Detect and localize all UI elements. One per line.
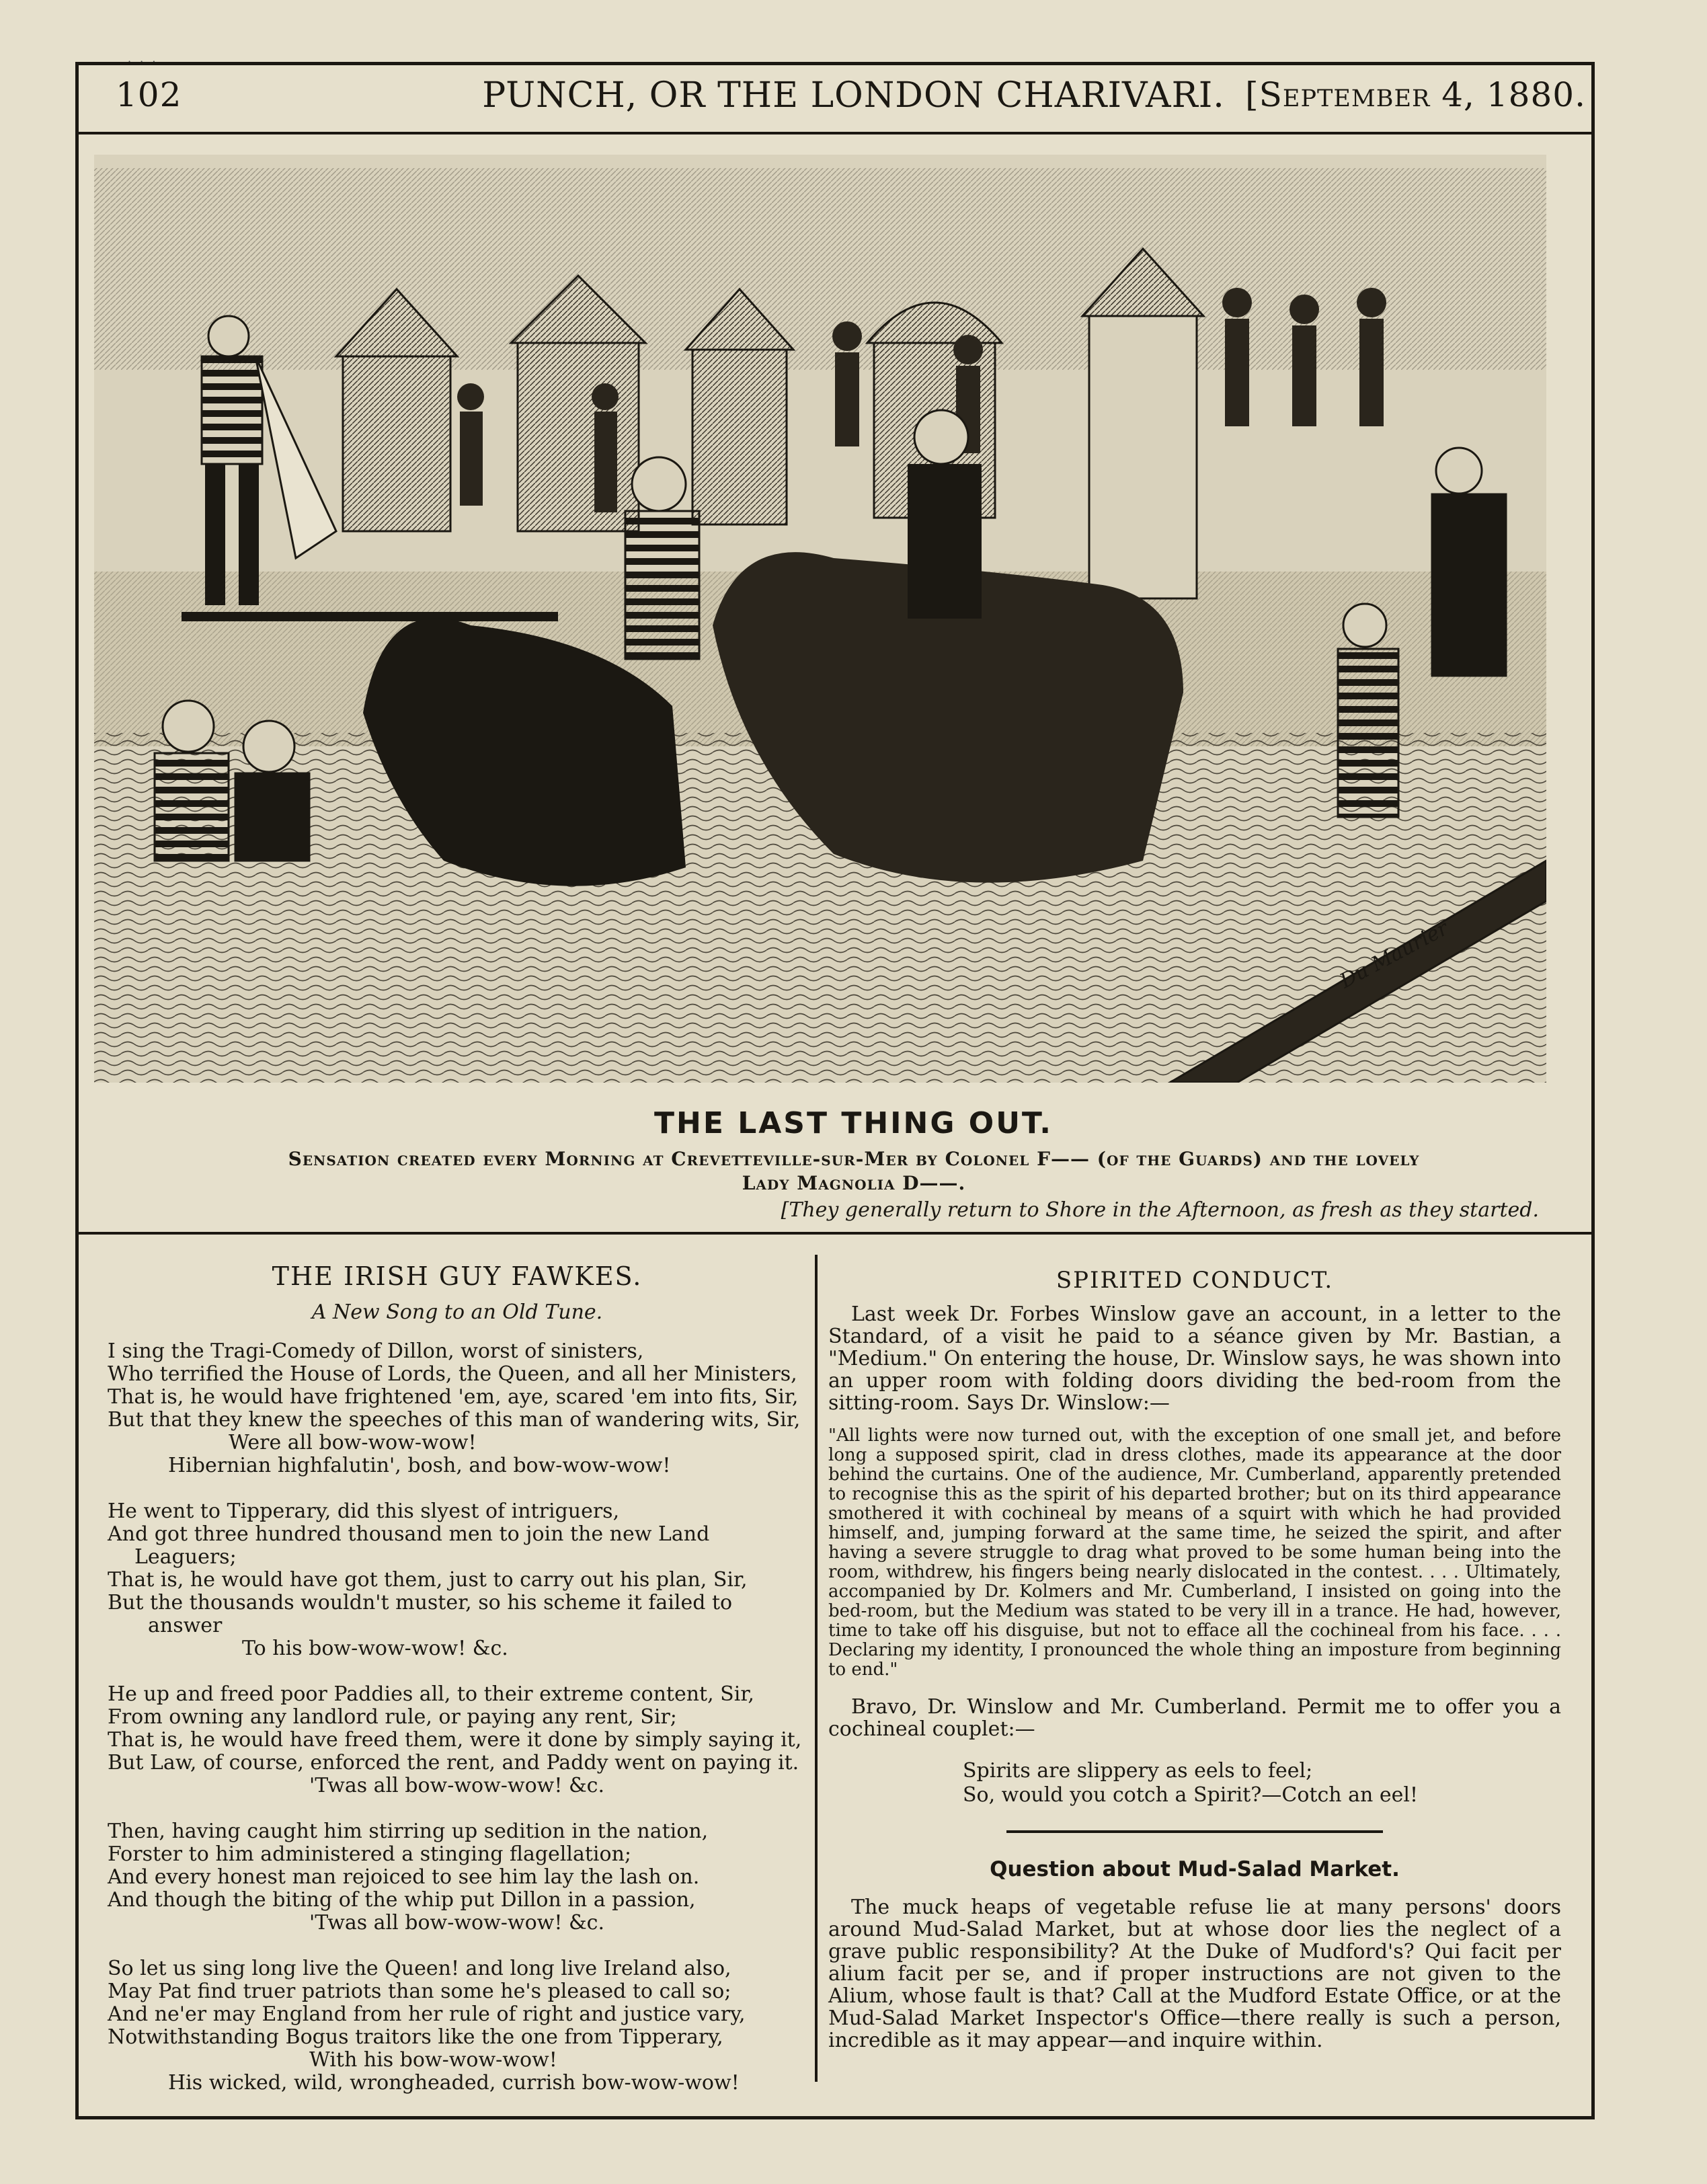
- poem-stanza-4: [108, 1820, 807, 1935]
- poem-line: With his bow-wow-wow!: [309, 2048, 557, 2072]
- article-paragraph: Last week Dr. Forbes Winslow gave an account, in a letter to the Standard, of a visit he paid to a séance given by Mr. Bastian, a "Medium." On entering the house, Dr. Winslow says, he was shown into an upper room with folding doors dividing the bed-room from the sitting-room. Says Dr. Winslow:—: [828, 1302, 1561, 1415]
- article-title-mud-salad: Question about Mud-Salad Market.: [990, 1857, 1400, 1881]
- section-rule: [79, 1232, 1591, 1235]
- couplet-line: So, would you cotch a Spirit?—Cotch an eel!: [963, 1783, 1419, 1807]
- page-number: 102: [116, 75, 182, 114]
- poem-stanza-1: [108, 1340, 807, 1477]
- cartoon-note: [They generally return to Shore in the Afternoon, as fresh as they started.: [781, 1198, 1539, 1222]
- poem-line: 'Twas all bow-wow-wow! &c.: [309, 1911, 604, 1935]
- poem-line: He went to Tipperary, did this slyest of intriguers,: [108, 1499, 620, 1523]
- right-column: [828, 1267, 1561, 2052]
- poem-line: 'Twas all bow-wow-wow! &c.: [309, 1774, 604, 1797]
- top-margin-marks: · · ·: [128, 55, 159, 68]
- cartoon-subtitle-line2: Lady Magnolia D——.: [742, 1172, 966, 1194]
- header-rule: [79, 132, 1591, 134]
- poem-line: Forster to him administered a stinging flagellation;: [108, 1842, 632, 1866]
- column-divider: [815, 1255, 818, 2082]
- cartoon-title: THE LAST THING OUT.: [654, 1106, 1053, 1140]
- poem-line: That is, he would have freed them, were it done by simply saying it,: [108, 1728, 802, 1752]
- poem-line: Were all bow-wow-wow!: [229, 1431, 477, 1454]
- poem-line: answer: [148, 1614, 223, 1637]
- poem-line: Hibernian highfalutin', bosh, and bow-wow-wow!: [168, 1454, 671, 1477]
- couplet-line: Spirits are slippery as eels to feel;: [963, 1759, 1313, 1783]
- beach-scene-drawing: [94, 155, 1546, 1083]
- cochineal-couplet: [828, 1759, 1561, 1807]
- poem-stanza-2: [108, 1500, 807, 1660]
- poem-stanza-3: [108, 1683, 807, 1797]
- poem-line: That is, he would have frightened 'em, aye, scared 'em into fits, Sir,: [108, 1385, 799, 1409]
- poem-line: I sing the Tragi-Comedy of Dillon, worst of sinisters,: [108, 1339, 644, 1363]
- poem-line: To his bow-wow-wow! &c.: [242, 1637, 508, 1660]
- poem-subtitle: A New Song to an Old Tune.: [311, 1300, 603, 1324]
- poem-line: Leaguers;: [134, 1545, 237, 1569]
- poem-line: May Pat find truer patriots than some he's pleased to call so;: [108, 1980, 731, 2003]
- poem-line: But Law, of course, enforced the rent, and Paddy went on paying it.: [108, 1751, 799, 1774]
- article-paragraph: The muck heaps of vegetable refuse lie at many persons' doors around Mud-Salad Market, but at whose door lies the neglect of a grave public responsibility? At the Duke of Mudford's? Qui facit per alium facit per se, and if proper instructions are not given to the Alium, whose fault is that? Call at the Mudford Estate Office, or at the Mud-Salad Market Inspector's Office—there really is such a person, incredible as it may appear—and inquire within.: [828, 1896, 1561, 2052]
- poem-line: Who terrified the House of Lords, the Queen, and all her Ministers,: [108, 1362, 797, 1386]
- poem-stanza-5: [108, 1957, 807, 2095]
- poem-line: Notwithstanding Bogus traitors like the one from Tipperary,: [108, 2025, 723, 2049]
- artist-signature: Du Maurier: [1336, 916, 1452, 994]
- poem-line: But that they knew the speeches of this man of wandering wits, Sir,: [108, 1408, 801, 1432]
- poem-line: He up and freed poor Paddies all, to their extreme content, Sir,: [108, 1682, 754, 1706]
- left-column: [108, 1255, 807, 2117]
- article-quote: "All lights were now turned out, with the exception of one small jet, and before long a supposed spirit, clad in dress clothes, made its appearance at the door behind the curtains. One of the audience, Mr. Cumberland, apparently pretended to recognise this as the spirit of his departed brother; but on its third appearance smothered it with cochineal by means of a squirt with which he had provided himself, and, jumping forward at the same time, he seized the spirit, and after having a severe struggle to drag what proved to be some human being into the room, withdrew, his fingers being nearly dislocated in the contest. . . . Ultimately, accompanied by Dr. Kolmers and Mr. Cumberland, I insisted on going into the bed-room, but the Medium was stated to be very ill in a trance. He had, however, time to take off his disguise, but not to efface all the cochineal from his face. . . . Declaring my identity, I pronounced the whole thing an imposture from beginning to end.": [828, 1426, 1561, 1680]
- issue-date: [September 4, 1880.: [1245, 75, 1586, 114]
- poem-line: And ne'er may England from her rule of right and justice vary,: [108, 2002, 746, 2026]
- poem-line: And every honest man rejoiced to see him lay the lash on.: [108, 1865, 700, 1889]
- article-separator: [1006, 1830, 1383, 1833]
- cartoon-subtitle: [134, 1147, 1573, 1196]
- poem-line: His wicked, wild, wrongheaded, currish bow-wow-wow!: [168, 2071, 740, 2095]
- poem-line: And though the biting of the whip put Dillon in a passion,: [108, 1888, 696, 1912]
- poem-line: But the thousands wouldn't muster, so his scheme it failed to: [108, 1591, 733, 1614]
- publication-title: PUNCH, OR THE LONDON CHARIVARI.: [482, 75, 1225, 116]
- poem-line: So let us sing long live the Queen! and long live Ireland also,: [108, 1957, 731, 1980]
- poem-title: THE IRISH GUY FAWKES.: [272, 1261, 643, 1291]
- poem-line: Then, having caught him stirring up sedition in the nation,: [108, 1820, 709, 1843]
- poem-line: And got three hundred thousand men to join the new Land: [108, 1522, 710, 1546]
- poem-line: From owning any landlord rule, or paying any rent, Sir;: [108, 1705, 677, 1729]
- cartoon-subtitle-line1: Sensation created every Morning at Crevetteville-sur-Mer by Colonel F—— (of the Guards) and the lovely: [288, 1148, 1420, 1170]
- article-title-spirited-conduct: SPIRITED CONDUCT.: [1056, 1267, 1334, 1294]
- cartoon-illustration: [94, 155, 1546, 1083]
- poem-line: That is, he would have got them, just to carry out his plan, Sir,: [108, 1568, 748, 1592]
- article-paragraph: Bravo, Dr. Winslow and Mr. Cumberland. Permit me to offer you a cochineal couplet:—: [828, 1695, 1561, 1741]
